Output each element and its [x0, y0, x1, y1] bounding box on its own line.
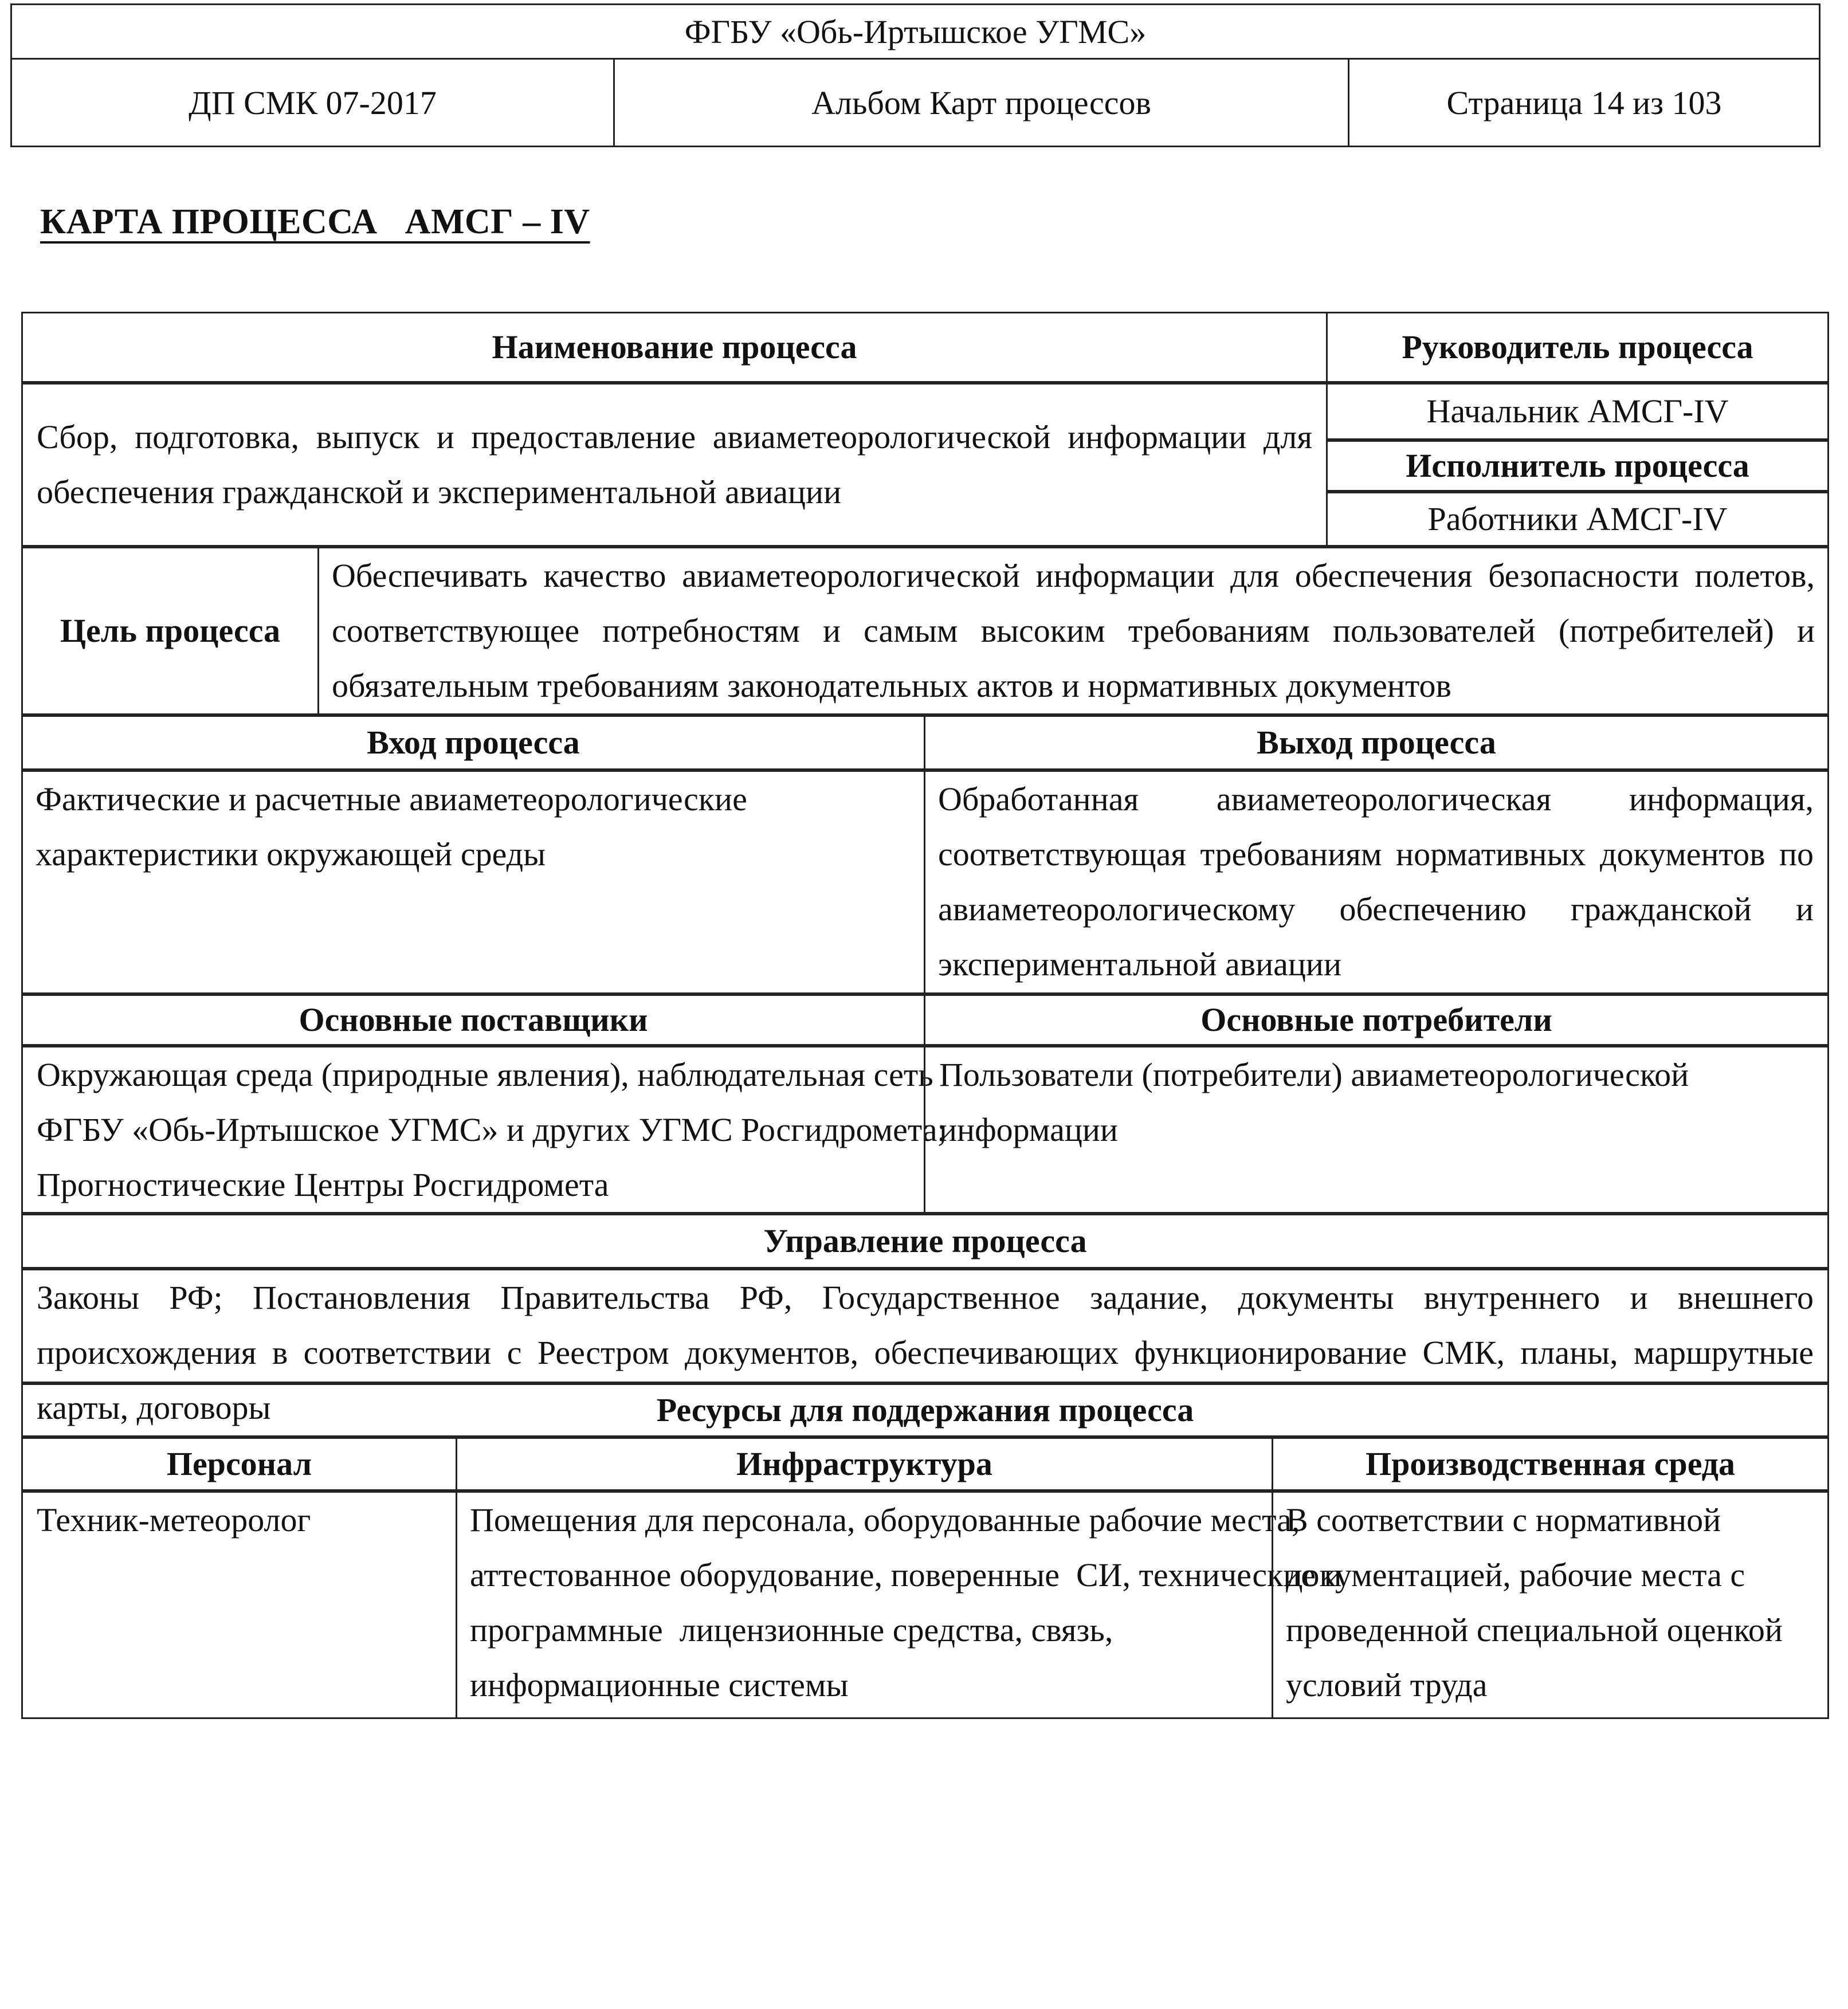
- personnel-value: Техник-метеоролог: [37, 1501, 311, 1539]
- process-consumers-value: Пользователи (потребители) авиаметеорологической информации: [939, 1056, 1689, 1148]
- process-suppliers-label-cell: [21, 994, 925, 1046]
- process-control-value: Законы РФ; Постановления Правительства РФ, Государственное задание, документы внутреннего и внешнего происхождения в соответствии с Реестром документов, обеспечивающих функционирование СМК, планы, маршрутные карты, договоры: [37, 1279, 1814, 1426]
- process-executor-label: Исполнитель процесса: [1406, 447, 1749, 484]
- process-consumers-value-cell: [924, 1046, 1829, 1214]
- process-input-label: Вход процесса: [367, 724, 580, 761]
- personnel-value-cell: [21, 1491, 457, 1719]
- process-executor-value-cell: [1326, 492, 1829, 547]
- process-suppliers-line: Прогностические Центры Росгидромета: [37, 1166, 609, 1203]
- process-suppliers-line: Окружающая среда (природные явления), наблюдательная сеть: [37, 1056, 933, 1093]
- process-executor-value: Работники АМСГ-IV: [1427, 500, 1728, 537]
- process-owner-value-cell: [1326, 383, 1829, 440]
- process-name-label-cell: [21, 312, 1328, 383]
- process-output-label-cell: [924, 715, 1829, 770]
- process-name-label: Наименование процесса: [492, 328, 857, 366]
- process-output-value: Обработанная авиаметеорологическая информация, соответствующая требованиям нормативных документов по авиаметеорологическому обеспечению гражданской и экспериментальной авиации: [938, 780, 1814, 983]
- document-code: ДП СМК 07-2017: [11, 59, 614, 147]
- infrastructure-value-cell: [456, 1491, 1342, 1719]
- process-suppliers-line: ФГБУ «Обь-Иртышское УГМС» и других УГМС Росгидромета;: [37, 1111, 947, 1148]
- environment-value-cell: [1272, 1491, 1829, 1719]
- environment-line: документацией, рабочие места с: [1286, 1556, 1745, 1594]
- process-input-value: Фактические и расчетные авиаметеорологические характеристики окружающей среды: [36, 780, 747, 873]
- process-consumers-label: Основные потребители: [1200, 1001, 1552, 1038]
- process-resources-label: Ресурсы для поддержания процесса: [656, 1391, 1194, 1429]
- process-name-value-cell: [21, 383, 1328, 547]
- environment-label: Производственная среда: [1365, 1445, 1736, 1482]
- document-header: [10, 3, 1820, 147]
- process-control-label: Управление процесса: [763, 1222, 1087, 1259]
- process-card: [23, 313, 1829, 1721]
- process-goal-label: Цель процесса: [60, 612, 281, 649]
- process-owner-label: Руководитель процесса: [1402, 328, 1753, 366]
- infrastructure-line: аттестованное оборудование, поверенные СИ, технические и: [470, 1556, 1342, 1594]
- process-goal-value: Обеспечивать качество авиаметеорологической информации для обеспечения безопасности полетов, соответствующее потребностям и самым высоким требованиям пользователей (потребителей) и обязательным требованиям законодательных актов и нормативных документов: [332, 557, 1815, 704]
- process-resources-label-cell: [21, 1383, 1829, 1437]
- environment-label-cell: [1272, 1437, 1829, 1491]
- personnel-label-cell: [21, 1437, 457, 1491]
- process-consumers-label-cell: [924, 994, 1829, 1046]
- process-owner-label-cell: [1326, 312, 1829, 383]
- process-input-value-cell: [21, 770, 925, 994]
- environment-line: В соответствии с нормативной: [1286, 1501, 1721, 1539]
- page-number: Страница 14 из 103: [1349, 59, 1820, 147]
- document-title: Альбом Карт процессов: [614, 59, 1349, 147]
- environment-line: проведенной специальной оценкой: [1286, 1611, 1783, 1649]
- infrastructure-label: Инфраструктура: [736, 1445, 992, 1482]
- infrastructure-line: Помещения для персонала, оборудованные рабочие места,: [470, 1501, 1300, 1539]
- process-executor-label-cell: [1326, 440, 1829, 492]
- infrastructure-line: информационные системы: [470, 1666, 849, 1704]
- infrastructure-line: программные лицензионные средства, связь,: [470, 1611, 1113, 1649]
- page-title: КАРТА ПРОЦЕССА АМСГ – IV: [40, 202, 590, 241]
- process-control-label-cell: [21, 1214, 1829, 1269]
- process-suppliers-label: Основные поставщики: [299, 1001, 648, 1038]
- process-output-value-cell: [924, 770, 1829, 994]
- process-owner-value: Начальник АМСГ-IV: [1426, 393, 1729, 430]
- personnel-label: Персонал: [166, 1445, 312, 1482]
- process-output-label: Выход процесса: [1257, 724, 1496, 761]
- organization-name: ФГБУ «Обь-Иртышское УГМС»: [11, 5, 1820, 59]
- infrastructure-label-cell: [456, 1437, 1273, 1491]
- process-goal-label-cell: [21, 547, 319, 715]
- environment-line: условий труда: [1286, 1666, 1488, 1704]
- process-input-label-cell: [21, 715, 925, 770]
- process-name-value: Сбор, подготовка, выпуск и предоставление авиаметеорологической информации для обеспечения гражданской и экспериментальной авиации: [37, 418, 1312, 511]
- process-suppliers-value-cell: [21, 1046, 947, 1214]
- process-goal-value-cell: [317, 547, 1829, 715]
